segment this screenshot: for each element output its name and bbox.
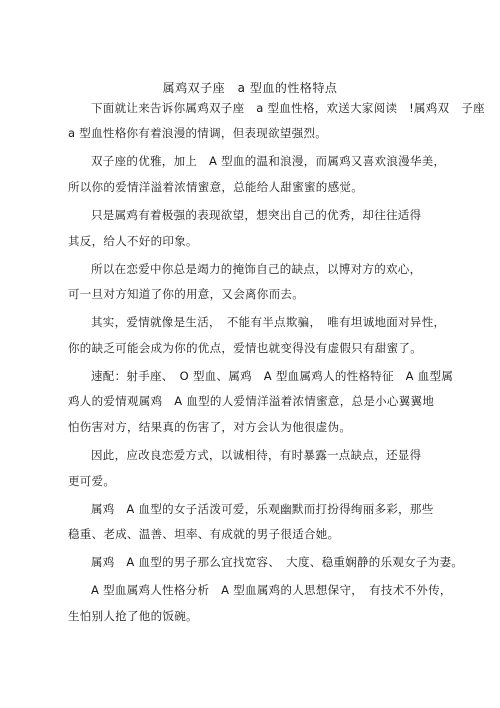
paragraph-5-line-2: 你的缺乏可能会成为你的优点，爱情也就变得没有虚假只有甜蜜了。 [68,341,422,355]
paragraph-9-line-1: 属鸡 A 血型的男子那么宜找宽容、 大度、稳重娴静的乐观女子为妻。 [91,555,464,569]
paragraph-7-line-1: 因此，应改良恋爱方式，以诚相待，有时暴露一点缺点，还显得 [91,448,422,462]
paragraph-10-line-1: A 型血属鸡人性格分析 A 型血属鸡的人思想保守， 有技术不外传， [91,583,452,597]
paragraph-7-line-2: 更可爱。 [68,474,116,488]
paragraph-6-line-3: 怕伤害对方，结果真的伤害了，对方会认为他很虚伪。 [68,420,352,434]
paragraph-8-line-1: 属鸡 A 血型的女子活泼可爱，乐观幽默而打扮得绚丽多彩，那些 [91,502,434,516]
paragraph-4-line-2: 可一旦对方知道了你的用意，又会离你而去。 [68,287,304,301]
paragraph-4-line-1: 所以在恋爱中你总是竭力的掩饰自己的缺点，以博对方的欢心， [91,262,422,276]
paragraph-1-line-1: 下面就让来告诉你属鸡双子座 a 型血性格，欢送大家阅读 !属鸡双 子座 [91,101,485,115]
paragraph-2-line-2: 所以你的爱情洋溢着浓情蜜意，总能给人甜蜜蜜的感觉。 [68,180,363,194]
paragraph-3-line-1: 只是属鸡有着极强的表现欲望，想突出自己的优秀，却往往适得 [91,208,422,222]
paragraph-1-line-2: a 型血性格你有着浪漫的情调，但表现欲望强烈。 [68,126,328,140]
document-title: 属鸡双子座 a 型血的性格特点 [162,81,338,95]
paragraph-10-line-2: 生怕别人抢了他的饭碗。 [68,609,198,623]
paragraph-8-line-2: 稳重、老成、温善、坦率、有成就的男子很适合她。 [68,527,340,541]
paragraph-6-line-2: 鸡人的爱情观属鸡 A 血型的人爱情洋溢着浓情蜜意，总是小心翼翼地 [68,394,435,408]
paragraph-2-line-1: 双子座的优雅，加上 A 型血的温和浪漫，而属鸡又喜欢浪漫华美， [91,154,446,168]
paragraph-3-line-2: 其反，给人不好的印象。 [68,234,198,248]
paragraph-5-line-1: 其实，爱情就像是生活， 不能有半点欺骗， 唯有坦诚地面对异性， [91,315,446,329]
paragraph-6-line-1: 速配：射手座、 O 型血、属鸡 A 型血属鸡人的性格特征 A 血型属 [91,369,454,383]
